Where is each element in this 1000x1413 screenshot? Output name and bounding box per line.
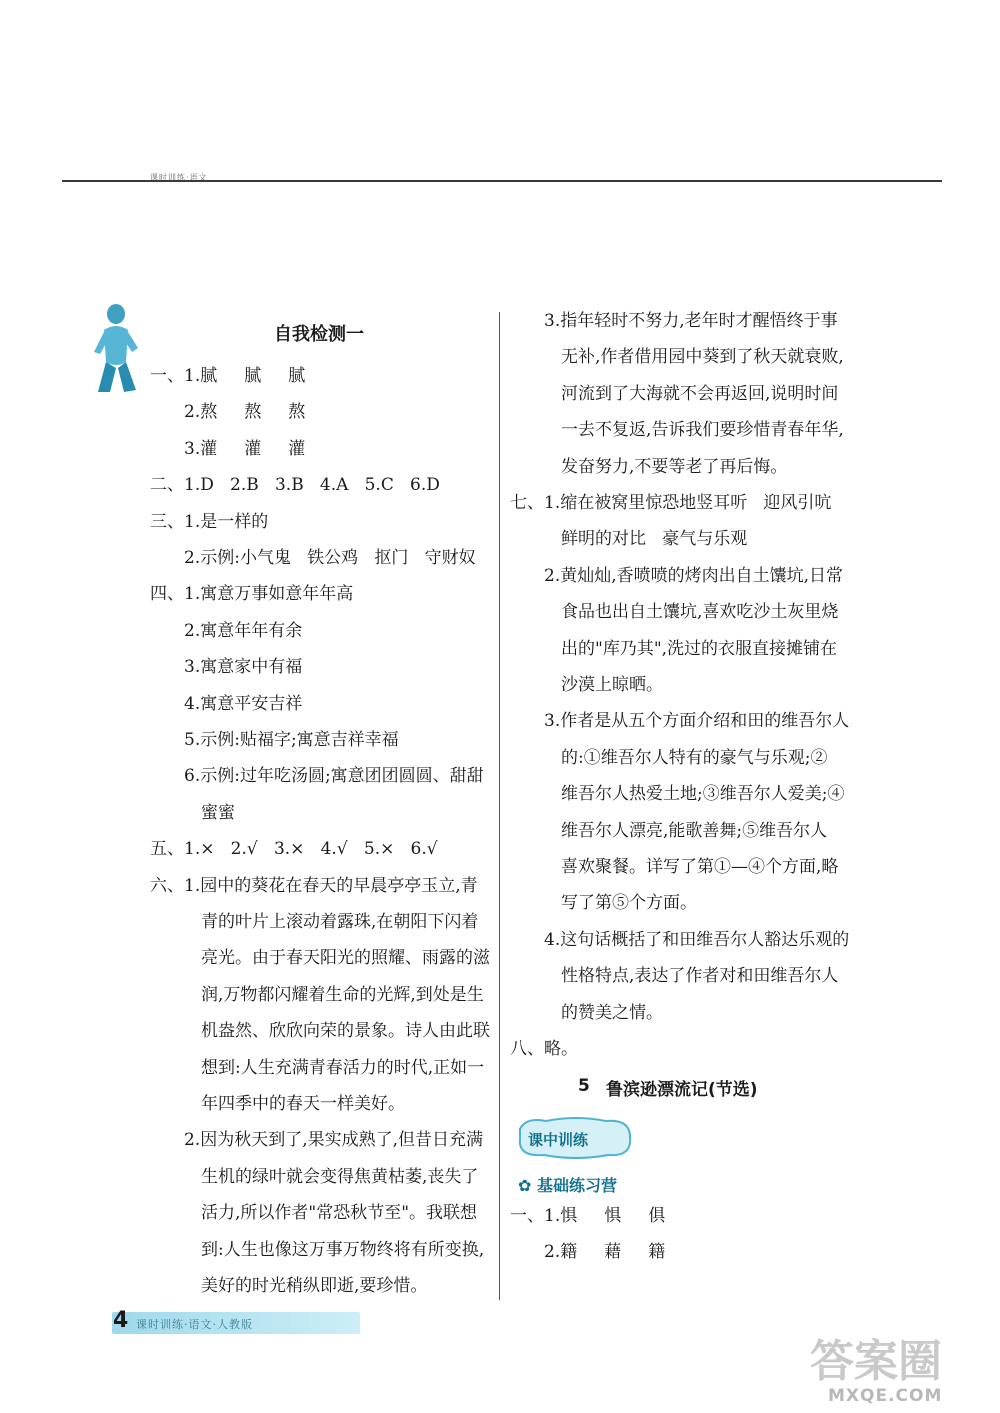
left-answer-line: 5.示例:贴福字;寓意吉祥幸福 <box>150 730 399 750</box>
right-answer-line: 写了第⑤个方面。 <box>510 893 697 914</box>
header-tag: 课时训练·语文 <box>150 173 208 182</box>
right-answer-line: 沙漠上晾晒。 <box>510 675 663 695</box>
watermark-site: MXQE.COM <box>828 1386 943 1406</box>
right-answer-line: 河流到了大海就不会再返回,说明时间 <box>510 383 839 404</box>
right-answer-line: 4.这句话概括了和田维吾尔人豁达乐观的 <box>510 929 850 950</box>
left-answer-line: 青的叶片上滚动着露珠,在朝阳下闪着 <box>150 912 479 932</box>
right-answer-line: 3.作者是从五个方面介绍和田的维吾尔人 <box>510 711 850 732</box>
left-answer-line: 美好的时光稍纵即逝,要珍惜。 <box>150 1276 428 1296</box>
left-answer-line: 蜜蜜 <box>150 802 235 823</box>
left-answer-line: 亮光。由于春天阳光的照耀、雨露的滋 <box>150 948 490 969</box>
page-number: 4 <box>113 1308 129 1333</box>
right-answer-line: 维吾尔人热爱土地;③维吾尔人爱美;④ <box>510 784 845 805</box>
left-answer-line: 6.示例:过年吃汤圆;寓意团团圆圆、甜甜 <box>150 766 484 787</box>
left-answer-line: 二、1.D 2.B 3.B 4.A 5.C 6.D <box>150 475 440 496</box>
header-rule <box>62 180 942 182</box>
footer-band-text: 课时训练·语文·人教版 <box>136 1318 253 1331</box>
mascot-figure-icon <box>92 302 142 398</box>
left-answer-line: 四、1.寓意万事如意年年高 <box>150 584 354 605</box>
right-answer-line: 无补,作者借用园中葵到了秋天就衰败, <box>510 347 844 368</box>
right-answer-line: 鲜明的对比 豪气与乐观 <box>510 529 748 550</box>
right-answer-line: 八、略。 <box>510 1039 578 1059</box>
watermark-logo <box>804 1328 954 1388</box>
badge-label: 课中训练 <box>528 1131 589 1149</box>
left-answer-line: 一、1.腻 腻 腻 <box>150 366 306 386</box>
right-answer-line: 2.黄灿灿,香喷喷的烤肉出自土馕坑,日常 <box>510 565 844 586</box>
right-answer-line: 喜欢聚餐。详写了第①—④个方面,略 <box>510 857 839 877</box>
left-answer-line: 三、1.是一样的 <box>150 511 269 532</box>
right-answer-line: 七、1.缩在被窝里惊恐地竖耳听 迎风引吭 <box>510 493 832 513</box>
right-answer-line: 发奋努力,不要等老了再后悔。 <box>510 456 788 477</box>
left-answer-line: 3.寓意家中有福 <box>150 657 303 678</box>
section-label: 基础练习营 <box>536 1176 617 1195</box>
left-answer-line: 活力,所以作者"常恐秋节至"。我联想 <box>150 1203 478 1224</box>
right-answer-line: 的:①维吾尔人特有的豪气与乐观;② <box>510 747 828 768</box>
left-answer-line: 年四季中的春天一样美好。 <box>150 1094 405 1114</box>
left-answer-line: 4.寓意平安吉祥 <box>150 693 303 714</box>
left-answer-line: 2.寓意年年有余 <box>150 620 303 641</box>
left-answer-line: 润,万物都闪耀着生命的光辉,到处是生 <box>150 984 484 1005</box>
exercise-answer-line: 2.籍 藉 籍 <box>510 1242 666 1262</box>
watermark-logo-text: 答案圈 <box>810 1336 942 1387</box>
left-answer-line: 生机的绿叶就会变得焦黄枯萎,丧失了 <box>150 1166 479 1187</box>
left-answer-line: 五、1.× 2.√ 3.× 4.√ 5.× 6.√ <box>150 839 438 860</box>
right-answer-line: 出的"库乃其",洗过的衣服直接摊铺在 <box>510 638 838 659</box>
right-answer-line: 食品也出自土馕坑,喜欢吃沙土灰里烧 <box>510 602 839 623</box>
left-answer-line: 3.灌 灌 灌 <box>150 438 306 459</box>
left-answer-line: 想到:人生充满青春活力的时代,正如一 <box>150 1057 485 1078</box>
right-answer-line: 3.指年轻时不努力,老年时才醒悟终于事 <box>510 311 838 331</box>
left-answer-line: 2.熬 熬 熬 <box>150 402 306 423</box>
section-bullet-icon: ✿ <box>518 1176 537 1195</box>
left-answer-line: 六、1.园中的葵花在春天的早晨亭亭玉立,青 <box>150 875 478 896</box>
section-heading <box>518 1173 617 1196</box>
left-answer-line: 2.因为秋天到了,果实成熟了,但昔日充满 <box>150 1130 484 1151</box>
left-answer-line: 到:人生也像这万事万物终将有所变换, <box>150 1239 485 1260</box>
left-answer-line: 机盎然、欣欣向荣的景象。诗人由此联 <box>150 1021 490 1042</box>
lesson-title: 鲁滨逊漂流记(节选) <box>606 1080 758 1100</box>
right-answer-line: 的赞美之情。 <box>510 1002 663 1023</box>
column-divider <box>499 312 500 1300</box>
lesson-number: 5 <box>578 1076 590 1096</box>
left-answer-line: 2.示例:小气鬼 铁公鸡 抠门 守财奴 <box>150 548 476 568</box>
exercise-answer-line: 一、1.惧 惧 俱 <box>510 1206 666 1226</box>
right-answer-line: 性格特点,表达了作者对和田维吾尔人 <box>510 966 839 987</box>
right-answer-line: 维吾尔人漂亮,能歌善舞;⑤维吾尔人 <box>510 820 828 841</box>
self-check-title: 自我检测一 <box>274 324 364 345</box>
right-answer-line: 一去不复返,告诉我们要珍惜青春年华, <box>510 420 844 441</box>
